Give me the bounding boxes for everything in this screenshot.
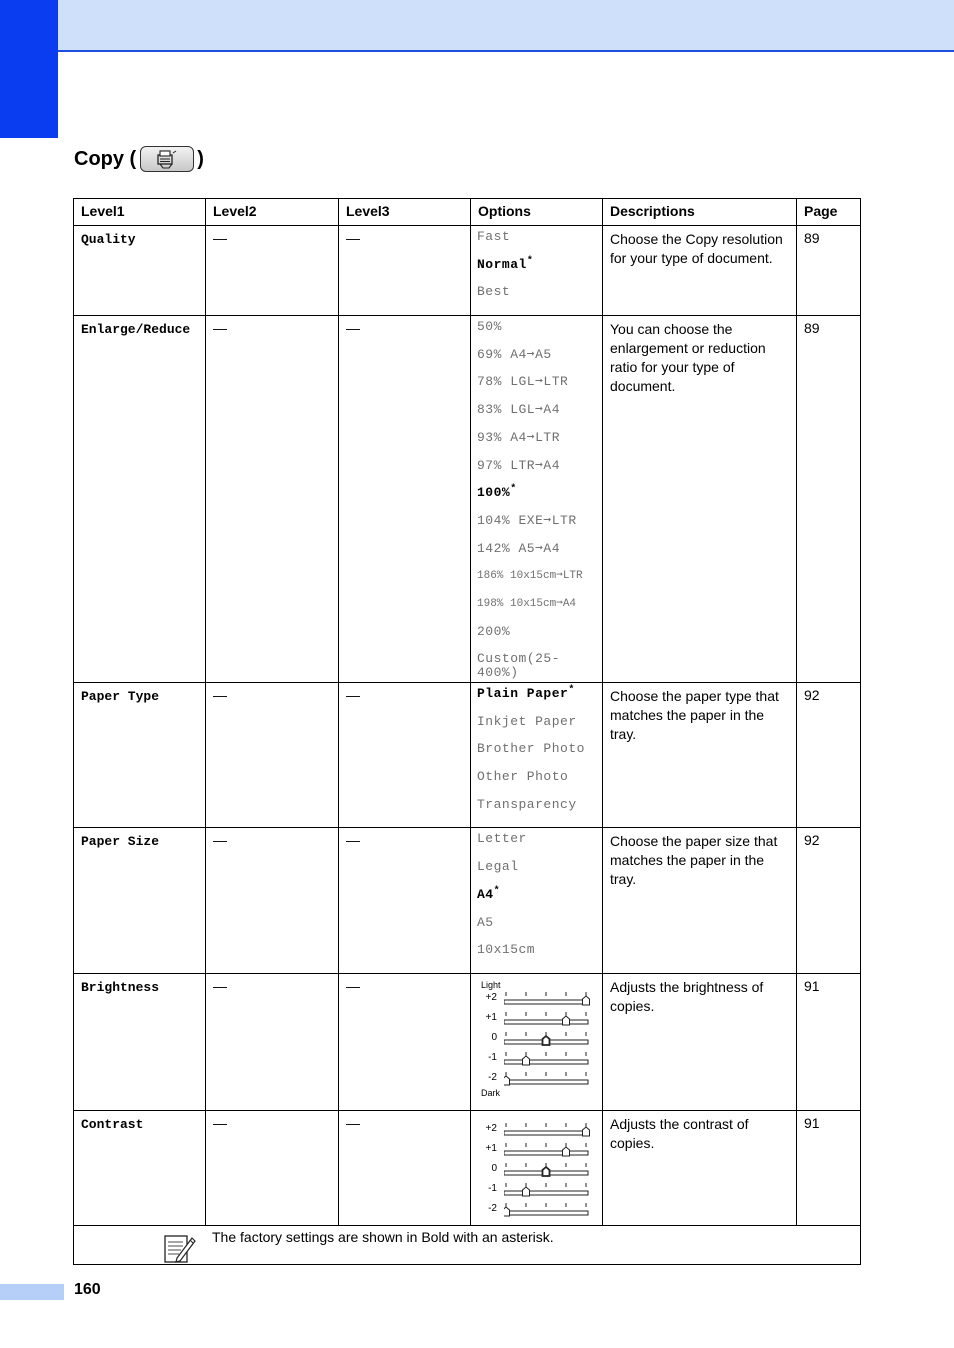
slider-track — [504, 1070, 590, 1088]
option-item — [477, 431, 598, 459]
table-row — [74, 226, 861, 316]
slider-track — [504, 1161, 590, 1179]
slider-level-label: -1 — [488, 1182, 497, 1194]
option-item — [477, 770, 598, 798]
cell-level1 — [74, 316, 206, 683]
option-label: Letter — [477, 831, 527, 847]
option-item — [477, 625, 598, 653]
cell-level3-text: — — [346, 1114, 360, 1131]
cell-level3 — [339, 683, 471, 828]
option-label: 10x15cm — [477, 942, 536, 958]
header-band — [0, 0, 954, 52]
option-item — [477, 742, 598, 770]
option-label: Inkjet Paper — [477, 713, 577, 729]
cell-level1-text: Contrast — [81, 1116, 144, 1132]
slider-level-row — [477, 1201, 595, 1221]
default-asterisk: * — [510, 484, 517, 496]
slider-level-row — [477, 1121, 595, 1141]
slider-level-label: +1 — [485, 1011, 497, 1023]
cell-page-text: 92 — [804, 687, 820, 703]
cell-options — [471, 973, 603, 1110]
cell-options — [471, 683, 603, 828]
cell-level2 — [206, 316, 339, 683]
slider-track — [504, 1181, 590, 1199]
cell-level1-text: Quality — [81, 232, 136, 247]
cell-page-text: 89 — [804, 320, 820, 337]
option-label: 100% — [477, 485, 511, 501]
option-label: Legal — [477, 859, 519, 875]
col-header-level3: Level3 — [339, 199, 471, 226]
cell-level1 — [74, 683, 206, 828]
slider-track — [504, 1030, 590, 1048]
option-item — [477, 348, 598, 376]
default-asterisk: * — [526, 255, 534, 267]
cell-level2 — [206, 973, 339, 1110]
col-header-options: Options — [471, 199, 603, 226]
option-label: A5 — [477, 914, 494, 930]
option-item — [477, 403, 598, 431]
cell-page-text: 92 — [804, 832, 820, 849]
page-number-band — [0, 1284, 64, 1300]
option-label: Custom(25-400%) — [477, 651, 561, 681]
slider-bottom-label: Dark — [481, 1087, 501, 1098]
option-item — [477, 486, 598, 514]
cell-level1 — [74, 828, 206, 973]
cell-level2 — [206, 226, 339, 316]
cell-description-text: Choose the Copy resolution for your type of document. — [610, 231, 783, 266]
option-item — [477, 597, 598, 625]
cell-level3-text: — — [346, 977, 360, 994]
copy-menu-table — [73, 198, 861, 1265]
cell-level3 — [339, 316, 471, 683]
level-slider — [477, 1115, 598, 1219]
slider-level-label: 0 — [491, 1162, 497, 1174]
cell-page — [797, 683, 861, 828]
option-label: Brother Photo — [477, 741, 585, 757]
option-label: Best — [477, 284, 511, 300]
chapter-tab — [0, 0, 58, 138]
slider-level-label: -1 — [488, 1051, 497, 1063]
col-header-descriptions: Descriptions — [603, 199, 797, 226]
slider-level-label: -2 — [488, 1202, 497, 1214]
option-item — [477, 652, 598, 680]
option-item — [477, 798, 598, 826]
option-item — [477, 459, 598, 487]
col-header-level1: Level1 — [74, 199, 206, 226]
cell-options — [471, 316, 603, 683]
cell-level3 — [339, 828, 471, 973]
cell-description — [603, 683, 797, 828]
cell-level1 — [74, 226, 206, 316]
option-item — [477, 943, 598, 971]
option-item — [477, 832, 598, 860]
slider-track — [504, 1050, 590, 1068]
note-pencil-icon — [163, 1232, 197, 1271]
cell-description — [603, 973, 797, 1110]
option-item — [477, 885, 598, 916]
cell-level1-text: Enlarge/Reduce — [81, 322, 191, 338]
option-label: 83% LGL➞A4 — [477, 402, 561, 418]
cell-description — [603, 226, 797, 316]
table-row — [74, 973, 861, 1110]
option-label: 50% — [477, 319, 502, 335]
slider-track — [504, 990, 590, 1008]
option-label: 198% 10x15cm➞A4 — [477, 597, 577, 610]
option-label: A4 — [477, 886, 494, 902]
table-row — [74, 828, 861, 973]
cell-page — [797, 828, 861, 973]
cell-description — [603, 1110, 797, 1225]
option-label: Normal — [477, 256, 527, 272]
slider-level-label: +2 — [485, 991, 497, 1003]
cell-level2-text: — — [213, 977, 227, 994]
cell-level2-text: — — [213, 687, 227, 703]
cell-options — [471, 828, 603, 973]
option-item — [477, 860, 598, 888]
option-item — [477, 514, 598, 542]
slider-level-row — [477, 1070, 595, 1090]
slider-track — [504, 1141, 590, 1159]
option-item — [477, 320, 598, 348]
note-row — [74, 1225, 861, 1264]
col-header-page: Page — [797, 199, 861, 226]
slider-level-row — [477, 1141, 595, 1161]
cell-page — [797, 316, 861, 683]
slider-level-row — [477, 1010, 595, 1030]
slider-level-row — [477, 1030, 595, 1050]
cell-level2 — [206, 828, 339, 973]
level-slider — [477, 978, 598, 1102]
option-item — [477, 687, 598, 715]
slider-level-row — [477, 990, 595, 1010]
cell-level3-text: — — [346, 320, 360, 337]
option-item — [477, 255, 598, 286]
option-item — [477, 916, 598, 944]
heading-close: ) — [197, 147, 204, 170]
cell-description — [603, 316, 797, 683]
option-label: 142% A5➞A4 — [477, 540, 561, 556]
option-label: 69% A4➞A5 — [477, 346, 552, 362]
option-label: Other Photo — [477, 769, 569, 785]
table-header-row — [74, 199, 861, 226]
cell-level3 — [339, 1110, 471, 1225]
option-item — [477, 285, 598, 313]
option-item — [477, 542, 598, 570]
cell-level1-text: Paper Size — [81, 834, 160, 850]
cell-level2 — [206, 1110, 339, 1225]
default-asterisk: * — [493, 885, 501, 897]
slider-level-label: -2 — [488, 1071, 497, 1083]
slider-track — [504, 1121, 590, 1139]
cell-page — [797, 1110, 861, 1225]
cell-description-text: You can choose the enlargement or reduction ratio for your type of document. — [610, 321, 766, 395]
cell-page-text: 91 — [804, 977, 820, 994]
heading-title: Copy ( — [74, 147, 137, 170]
cell-options — [471, 1110, 603, 1225]
cell-level1 — [74, 973, 206, 1110]
cell-level2 — [206, 683, 339, 828]
cell-level1-text: Brightness — [81, 979, 160, 995]
option-label: Fast — [477, 229, 511, 244]
cell-page-text: 89 — [804, 230, 820, 246]
cell-page — [797, 973, 861, 1110]
table-row — [74, 1110, 861, 1225]
cell-level3 — [339, 973, 471, 1110]
table-row — [74, 316, 861, 683]
slider-level-label: +1 — [485, 1142, 497, 1154]
copy-key-icon — [140, 146, 194, 172]
cell-level3-text: — — [346, 832, 360, 849]
slider-level-row — [477, 1161, 595, 1181]
slider-level-label: +2 — [485, 1122, 497, 1134]
option-label: Transparency — [477, 796, 577, 812]
page-number: 160 — [74, 1281, 101, 1298]
option-item — [477, 715, 598, 743]
cell-description — [603, 828, 797, 973]
option-item — [477, 569, 598, 597]
cell-level1 — [74, 1110, 206, 1225]
cell-level3-text: — — [346, 230, 360, 246]
option-label: 104% EXE➞LTR — [477, 512, 577, 528]
slider-track — [504, 1201, 590, 1219]
default-asterisk: * — [568, 685, 575, 696]
option-label: Plain Paper — [477, 686, 569, 701]
slider-level-row — [477, 1181, 595, 1201]
cell-page-text: 91 — [804, 1114, 820, 1131]
cell-level3-text: — — [346, 687, 360, 703]
cell-description-text: Adjusts the brightness of copies. — [610, 978, 764, 1014]
cell-description-text: Choose the paper type that matches the paper in the tray. — [610, 688, 779, 742]
slider-level-label: 0 — [491, 1031, 497, 1043]
cell-level2-text: — — [213, 832, 227, 849]
cell-level2-text: — — [213, 320, 227, 337]
option-label: 200% — [477, 623, 511, 639]
option-label: 78% LGL➞LTR — [477, 374, 569, 390]
option-label: 93% A4➞LTR — [477, 429, 561, 445]
slider-level-row — [477, 1050, 595, 1070]
cell-description-text: Adjusts the contrast of copies. — [610, 1115, 749, 1151]
slider-top-label: Light — [481, 979, 501, 990]
option-label: 186% 10x15cm➞LTR — [477, 570, 583, 583]
cell-page — [797, 226, 861, 316]
option-label: 97% LTR➞A4 — [477, 457, 561, 473]
col-header-level2: Level2 — [206, 199, 339, 226]
cell-options — [471, 226, 603, 316]
option-item — [477, 375, 598, 403]
section-heading — [74, 146, 204, 172]
slider-track — [504, 1010, 590, 1028]
cell-level1-text: Paper Type — [81, 689, 160, 704]
table-row — [74, 683, 861, 828]
cell-level3 — [339, 226, 471, 316]
note-text: The factory settings are shown in Bold with an asterisk. — [212, 1228, 554, 1245]
cell-description-text: Choose the paper size that matches the paper in the tray. — [610, 833, 778, 888]
option-item — [477, 230, 598, 258]
cell-level2-text: — — [213, 1114, 227, 1131]
cell-level2-text: — — [213, 230, 227, 246]
